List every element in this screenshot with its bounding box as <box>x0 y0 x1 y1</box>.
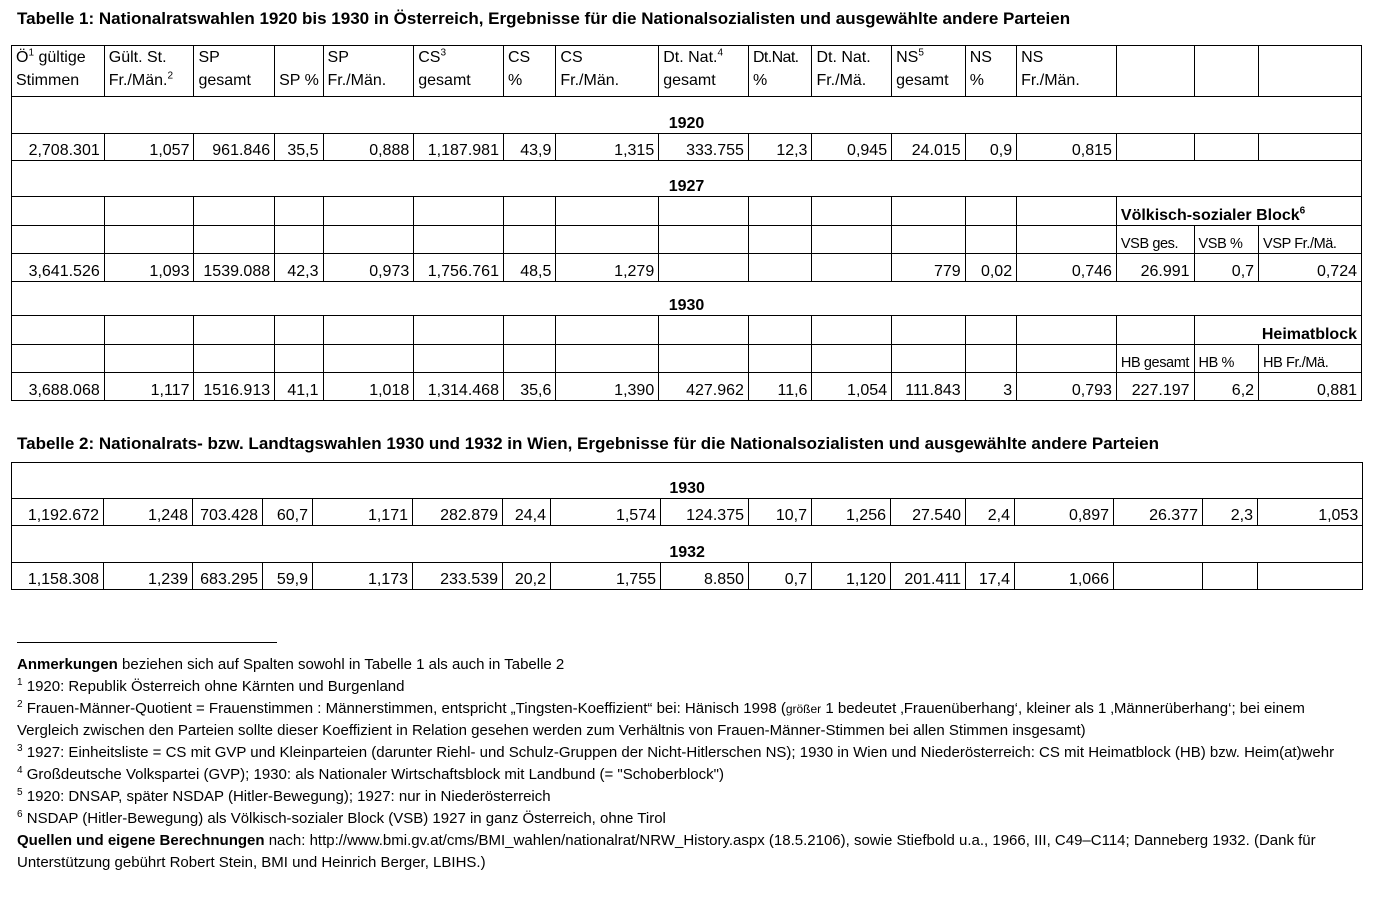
empty-cell <box>414 226 504 254</box>
note-6-text: NSDAP (Hitler-Bewegung) als Völkisch-sozialer Block (VSB) 1927 in ganz Österreich, ohne Tirol <box>22 810 666 827</box>
data-cell: 3 <box>965 373 1016 401</box>
empty-cell <box>12 197 105 226</box>
empty-cell <box>812 197 892 226</box>
data-cell: 10,7 <box>749 499 812 526</box>
empty-cell <box>812 345 892 373</box>
data-cell: 2,708.301 <box>12 134 105 161</box>
data-cell: 27.540 <box>891 499 966 526</box>
data-cell: 0,973 <box>323 254 414 282</box>
footnote-marker: 4 <box>717 47 724 59</box>
data-cell: 35,5 <box>275 134 323 161</box>
data-cell: 282.879 <box>413 499 503 526</box>
note-5 <box>17 786 1362 808</box>
empty-cell <box>12 345 105 373</box>
note-3-text: 1927: Einheitsliste = CS mit GVP und Kleinparteien (darunter Riehl- und Schulz-Gruppen der Nicht-Hitlerschen NS); 1930 in Wien und Niederösterreich: CS mit Heimatblock (HB) bzw. Heim(at)wehr <box>22 744 1335 761</box>
header-cell <box>1017 46 1117 97</box>
year-label-1920: 1920 <box>12 97 1362 134</box>
data-cell: 12,3 <box>748 134 812 161</box>
data-cell: 0,815 <box>1017 134 1117 161</box>
table1 <box>11 45 1362 401</box>
note-anmerkungen-text: beziehen sich auf Spalten sowohl in Tabelle 1 als auch in Tabelle 2 <box>117 656 565 673</box>
data-cell: 20,2 <box>503 563 551 590</box>
empty-cell <box>194 316 275 345</box>
subheader-cell: VSB ges. <box>1116 226 1194 254</box>
block-label-heimatblock-text: Heimatblock <box>1261 326 1357 343</box>
data-cell: 124.375 <box>661 499 749 526</box>
note-2-text-b: 1 bedeutet ‚Frauenüberhang‘, kleiner als 1 ‚Männerüberhang‘; bei einem Vergleich zwischen den Parteien sollte dieser Koeffizient in Relation gesehen werden zum Verhältnis von Frauen-Männer-Stimmen bei allen Stimmen insgesamt) <box>17 700 1305 739</box>
data-cell: 59,9 <box>263 563 313 590</box>
empty-cell <box>659 226 749 254</box>
data-cell: 2,3 <box>1203 499 1258 526</box>
empty-cell <box>556 226 659 254</box>
header-line1: NS <box>969 49 992 66</box>
header-line1-rest: gültige <box>34 49 86 66</box>
empty-cell <box>892 345 966 373</box>
data-cell: 0,881 <box>1259 373 1362 401</box>
empty-cell <box>1116 316 1194 345</box>
note-3 <box>17 742 1362 764</box>
note-2-marker: 2 <box>17 699 23 710</box>
header-cell <box>503 46 555 97</box>
header-line1: CS <box>507 49 531 66</box>
note-6 <box>17 808 1362 830</box>
note-5-text: 1920: DNSAP, später NSDAP (Hitler-Bewegung); 1927: nur in Niederösterreich <box>22 788 551 805</box>
data-cell <box>1194 134 1259 161</box>
table1-block-row-1930 <box>12 316 1362 345</box>
note-sources-label: Quellen und eigene Berechnungen <box>17 832 265 849</box>
header-cell <box>194 46 275 97</box>
empty-cell <box>503 226 555 254</box>
empty-cell <box>659 345 749 373</box>
footnote-marker: 2 <box>167 70 173 82</box>
note-2 <box>17 698 1362 742</box>
data-cell: 1,173 <box>313 563 413 590</box>
header-line1: CS <box>560 49 583 66</box>
empty-cell <box>892 316 966 345</box>
data-cell <box>812 254 892 282</box>
header-line2: Fr./Män. <box>560 72 620 89</box>
table2-data-row-1932 <box>12 563 1363 590</box>
data-cell: 1,192.672 <box>12 499 104 526</box>
data-cell: 1,187.981 <box>414 134 504 161</box>
data-cell: 48,5 <box>503 254 555 282</box>
data-cell: 6,2 <box>1194 373 1259 401</box>
data-cell: 1,158.308 <box>12 563 104 590</box>
table1-subheader-row-1930 <box>12 345 1362 373</box>
data-cell: 2,4 <box>966 499 1015 526</box>
data-cell: 1,256 <box>812 499 891 526</box>
empty-cell <box>556 316 659 345</box>
empty-cell <box>748 197 812 226</box>
data-cell: 3,641.526 <box>12 254 105 282</box>
data-cell: 1,120 <box>812 563 891 590</box>
empty-cell <box>748 226 812 254</box>
note-4-marker: 4 <box>17 765 23 776</box>
empty-cell <box>194 345 275 373</box>
data-cell: 1,390 <box>556 373 659 401</box>
data-cell: 0,888 <box>323 134 414 161</box>
header-line2: % <box>969 72 984 89</box>
empty-cell <box>748 316 812 345</box>
data-cell: 8.850 <box>661 563 749 590</box>
header-cell <box>275 46 323 97</box>
header-line2: gesamt <box>663 72 716 89</box>
data-cell: 1,574 <box>551 499 661 526</box>
header-cell <box>892 46 966 97</box>
data-cell: 0,793 <box>1017 373 1117 401</box>
data-cell: 1,054 <box>812 373 892 401</box>
table2-caption: Tabelle 2: Nationalrats- bzw. Landtagswahlen 1930 und 1932 in Wien, Ergebnisse für die Nationalsozialisten und ausgewählte andere Parteien <box>17 434 1159 453</box>
empty-cell <box>748 345 812 373</box>
table1-data-row-1927 <box>12 254 1362 282</box>
data-cell: 1,171 <box>313 499 413 526</box>
empty-cell <box>892 226 966 254</box>
empty-cell <box>812 316 892 345</box>
subheader-cell: VSB % <box>1194 226 1259 254</box>
empty-cell <box>556 197 659 226</box>
header-line1: CS <box>418 49 441 66</box>
data-cell: 1,756.761 <box>414 254 504 282</box>
empty-cell <box>104 197 194 226</box>
data-cell: 1516.913 <box>194 373 275 401</box>
header-line2: % <box>752 72 767 89</box>
data-cell: 0,02 <box>965 254 1016 282</box>
table1-data-row-1920 <box>12 134 1362 161</box>
note-1-text: 1920: Republik Österreich ohne Kärnten und Burgenland <box>22 678 405 695</box>
empty-cell <box>12 226 105 254</box>
header-cell <box>414 46 504 97</box>
header-line2: SP % <box>279 72 319 89</box>
data-cell: 0,897 <box>1015 499 1114 526</box>
empty-cell <box>414 316 504 345</box>
header-cell <box>965 46 1016 97</box>
data-cell: 41,1 <box>275 373 323 401</box>
empty-cell <box>104 226 194 254</box>
header-cell <box>556 46 659 97</box>
table2 <box>11 462 1363 590</box>
empty-cell <box>965 345 1016 373</box>
data-cell: 3,688.068 <box>12 373 105 401</box>
data-cell: 43,9 <box>503 134 555 161</box>
empty-cell <box>1017 226 1117 254</box>
footnote-marker: 5 <box>918 47 924 59</box>
header-line1: SP <box>198 49 220 66</box>
data-cell: 0,9 <box>965 134 1016 161</box>
header-cell <box>748 46 812 97</box>
note-3-marker: 3 <box>17 743 23 754</box>
note-anmerkungen-label: Anmerkungen <box>17 656 118 673</box>
table1-year-row-1920 <box>12 97 1362 134</box>
data-cell: 0,746 <box>1017 254 1117 282</box>
header-line2: Fr./Mä. <box>816 72 867 89</box>
empty-cell <box>556 345 659 373</box>
empty-cell <box>275 226 323 254</box>
empty-cell <box>323 226 414 254</box>
data-cell: 1,239 <box>104 563 193 590</box>
empty-cell <box>1017 197 1117 226</box>
empty-cell <box>275 316 323 345</box>
empty-cell <box>1017 316 1117 345</box>
data-cell <box>1116 134 1194 161</box>
empty-cell <box>892 197 966 226</box>
data-cell: 42,3 <box>275 254 323 282</box>
header-cell <box>659 46 749 97</box>
data-cell: 703.428 <box>193 499 263 526</box>
data-cell: 1,093 <box>104 254 194 282</box>
data-cell <box>1259 134 1362 161</box>
empty-cell <box>503 316 555 345</box>
note-2-text-a: Frauen-Männer-Quotient = Frauenstimmen : Männerstimmen, entspricht „Tingsten-Koeffizient“ bei: Hänisch 1998 ( <box>22 700 786 717</box>
subheader-cell: HB Fr./Mä. <box>1259 345 1362 373</box>
empty-cell <box>503 345 555 373</box>
table1-subheader-row-1927 <box>12 226 1362 254</box>
header-line2: gesamt <box>418 72 471 89</box>
header-line2: Fr./Män. <box>1021 72 1080 89</box>
data-cell: 0,945 <box>812 134 892 161</box>
table2-year-label-1932: 1932 <box>12 526 1363 563</box>
data-cell <box>1258 563 1363 590</box>
data-cell: 0,7 <box>1194 254 1259 282</box>
footnote-marker: 3 <box>440 47 447 59</box>
header-line1: Dt.Nat. <box>752 49 799 66</box>
data-cell: 233.539 <box>413 563 503 590</box>
data-cell: 35,6 <box>503 373 555 401</box>
data-cell: 1,248 <box>104 499 193 526</box>
table2-year-label-1930: 1930 <box>12 463 1363 499</box>
block-label-heimatblock <box>1194 316 1361 345</box>
table1-header-row <box>12 46 1362 97</box>
header-line2: % <box>507 72 523 89</box>
empty-cell <box>194 197 275 226</box>
subheader-cell: HB gesamt <box>1116 345 1194 373</box>
empty-cell <box>659 316 749 345</box>
year-label-1927: 1927 <box>12 161 1362 197</box>
empty-cell <box>104 316 194 345</box>
note-4-text: Großdeutsche Volkspartei (GVP); 1930: als Nationaler Wirtschaftsblock mit Landbund (= "Schoberblock") <box>22 766 724 783</box>
note-sources <box>17 830 1362 874</box>
data-cell: 779 <box>892 254 966 282</box>
header-line1: Ö <box>16 49 29 66</box>
table1-data-row-1930 <box>12 373 1362 401</box>
header-line2: Fr./Män. <box>327 72 387 89</box>
table1-block-row-1927 <box>12 197 1362 226</box>
empty-cell <box>1194 46 1259 97</box>
empty-cell <box>323 316 414 345</box>
data-cell: 60,7 <box>263 499 313 526</box>
note-4 <box>17 764 1362 786</box>
year-label-1930: 1930 <box>12 282 1362 316</box>
header-line2: gesamt <box>198 72 251 89</box>
data-cell: 1,117 <box>104 373 194 401</box>
data-cell: 333.755 <box>659 134 749 161</box>
note-sources-text: nach: http://www.bmi.gv.at/cms/BMI_wahlen/nationalrat/NRW_History.aspx (18.5.2106), sowie Stiefbold u.a., 1966, III, C49–C114; Danneberg 1932. (Dank für Unterstützung gebührt Robert Stein, BMI und Heinrich Berger, LBIHS.) <box>17 832 1316 871</box>
footnote-marker: 1 <box>28 47 35 59</box>
header-line1: Dt. Nat. <box>663 49 718 66</box>
data-cell: 427.962 <box>659 373 749 401</box>
data-cell: 111.843 <box>892 373 966 401</box>
note-1-marker: 1 <box>17 677 23 688</box>
note-5-marker: 5 <box>17 787 23 798</box>
header-cell <box>812 46 892 97</box>
header-line2: gesamt <box>896 72 949 89</box>
empty-cell <box>965 226 1016 254</box>
data-cell: 1,314.468 <box>414 373 504 401</box>
data-cell: 17,4 <box>966 563 1015 590</box>
empty-cell <box>414 197 504 226</box>
empty-cell <box>1259 46 1362 97</box>
block-label-vsb <box>1116 197 1361 226</box>
header-line1: Gült. St. <box>108 49 167 66</box>
data-cell <box>659 254 749 282</box>
footnote-marker: 6 <box>1299 205 1306 217</box>
note-anmerkungen <box>17 654 1362 676</box>
data-cell: 1,066 <box>1015 563 1114 590</box>
empty-cell <box>414 345 504 373</box>
table1-year-row-1930 <box>12 282 1362 316</box>
empty-cell <box>323 197 414 226</box>
data-cell: 24.015 <box>892 134 966 161</box>
note-2-small: größer <box>785 702 822 716</box>
footnotes <box>17 654 1362 874</box>
block-label-vsb-text: Völkisch-sozialer Block <box>1120 207 1300 224</box>
data-cell: 26.991 <box>1116 254 1194 282</box>
data-cell: 24,4 <box>503 499 551 526</box>
data-cell: 1,053 <box>1258 499 1363 526</box>
data-cell <box>1114 563 1203 590</box>
note-1 <box>17 676 1362 698</box>
empty-cell <box>12 316 105 345</box>
data-cell: 1539.088 <box>194 254 275 282</box>
data-cell: 1,279 <box>556 254 659 282</box>
table1-year-row-1927 <box>12 161 1362 197</box>
data-cell: 961.846 <box>194 134 275 161</box>
data-cell <box>1203 563 1258 590</box>
header-line2: Fr./Män. <box>108 72 168 89</box>
data-cell: 227.197 <box>1116 373 1194 401</box>
data-cell: 683.295 <box>193 563 263 590</box>
header-cell <box>104 46 194 97</box>
data-cell: 201.411 <box>891 563 966 590</box>
data-cell: 0,724 <box>1259 254 1362 282</box>
empty-cell <box>503 197 555 226</box>
table2-year-row-1932 <box>12 526 1363 563</box>
empty-cell <box>1116 46 1194 97</box>
footnote-separator <box>17 642 277 643</box>
data-cell: 26.377 <box>1114 499 1203 526</box>
data-cell: 11,6 <box>748 373 812 401</box>
header-line1: NS <box>896 49 919 66</box>
header-line1: Dt. Nat. <box>816 49 871 66</box>
header-cell <box>12 46 105 97</box>
header-line2: Stimmen <box>16 72 80 89</box>
data-cell: 1,755 <box>551 563 661 590</box>
empty-cell <box>965 316 1016 345</box>
data-cell: 1,057 <box>104 134 194 161</box>
table1-caption: Tabelle 1: Nationalratswahlen 1920 bis 1930 in Österreich, Ergebnisse für die Nationalsozialisten und ausgewählte andere Parteien <box>17 9 1071 28</box>
header-cell <box>323 46 414 97</box>
empty-cell <box>275 345 323 373</box>
note-6-marker: 6 <box>17 809 23 820</box>
empty-cell <box>1017 345 1117 373</box>
empty-cell <box>275 197 323 226</box>
table2-year-row-1930 <box>12 463 1363 499</box>
subheader-cell: VSP Fr./Mä. <box>1259 226 1362 254</box>
empty-cell <box>194 226 275 254</box>
table2-data-row-1930 <box>12 499 1363 526</box>
empty-cell <box>812 226 892 254</box>
empty-cell <box>104 345 194 373</box>
header-line1: NS <box>1021 49 1044 66</box>
data-cell: 0,7 <box>749 563 812 590</box>
empty-cell <box>659 197 749 226</box>
data-cell: 1,018 <box>323 373 414 401</box>
header-line1: SP <box>327 49 349 66</box>
subheader-cell: HB % <box>1194 345 1259 373</box>
empty-cell <box>965 197 1016 226</box>
data-cell: 1,315 <box>556 134 659 161</box>
empty-cell <box>323 345 414 373</box>
data-cell <box>748 254 812 282</box>
